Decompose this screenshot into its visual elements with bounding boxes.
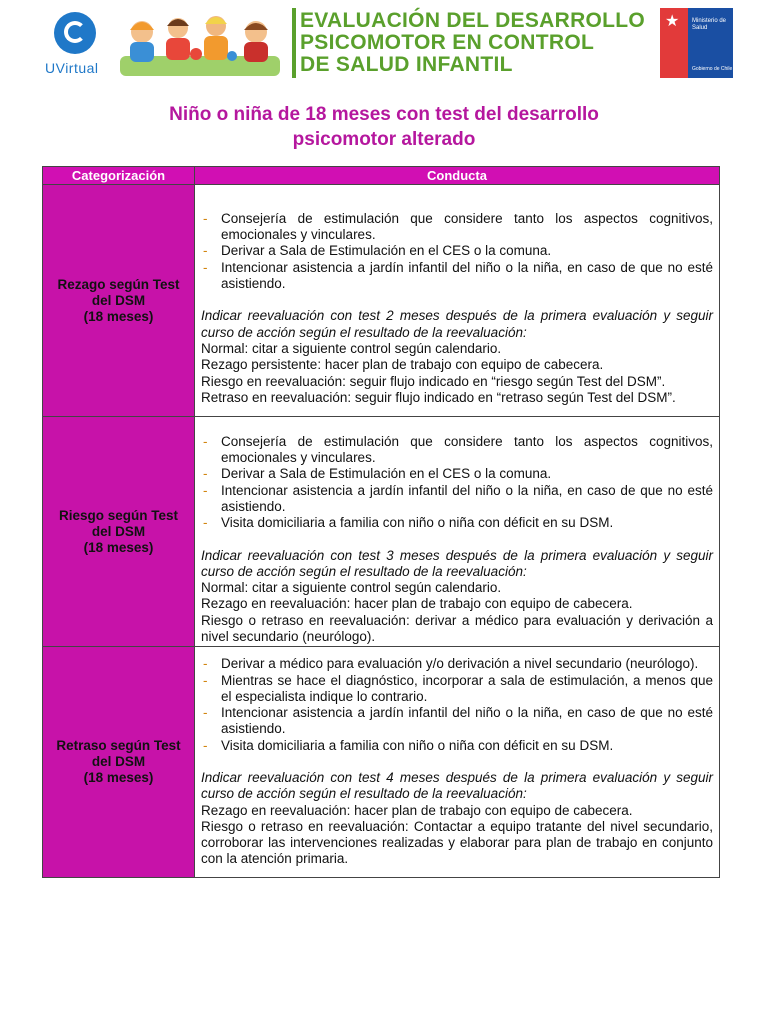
conduct-cell-retraso	[195, 647, 720, 878]
category-label: del DSM	[91, 292, 146, 308]
conduct-bullet: - Consejería de estimulación que considere tanto los aspectos cognitivos, emocionales y vinculares.	[201, 434, 713, 467]
ministerio-salud-logo	[660, 8, 733, 78]
star-icon: ★	[665, 13, 680, 30]
uvirtual-logo	[40, 12, 110, 80]
outcome-line: Retraso en reevaluación: seguir flujo indicado en “retraso según Test del DSM”.	[201, 389, 676, 405]
uvirtual-logo-text: UVirtual	[45, 60, 99, 76]
conduct-bullet: - Intencionar asistencia a jardín infantil del niño o la niña, en caso de que no esté asistiendo.	[201, 483, 713, 516]
header-title	[300, 10, 645, 76]
conduct-bullet: - Derivar a Sala de Estimulación en el CES o la comuna.	[201, 466, 713, 482]
outcome-line: Normal: citar a siguiente control según calendario.	[201, 340, 502, 356]
reevaluation-instruction: Indicar reevaluación con test 4 meses después de la primera evaluación y seguir curso de acción según el resultado de la reevaluación:	[201, 770, 713, 802]
conduct-bullet-list	[201, 434, 713, 532]
ministerio-logo-foot: Gobierno de Chile	[692, 66, 733, 72]
conduct-bullet: - Visita domiciliaria a familia con niño o niña con déficit en su DSM.	[201, 738, 713, 754]
header-title-line-3: DE SALUD INFANTIL	[300, 53, 513, 76]
outcome-line: Riesgo o retraso en reevaluación: Contactar a equipo tratante del nivel secundario, corroborar las intervenciones realizadas y elaborar para plan de trabajo en conjunto con la atención primaria.	[201, 818, 713, 867]
header-categorizacion: Categorización	[43, 167, 195, 185]
conduct-table	[42, 166, 720, 878]
table-row	[43, 647, 720, 878]
category-cell-rezago	[43, 185, 195, 417]
page-title-line-2: psicomotor alterado	[292, 129, 476, 150]
conduct-bullet: - Consejería de estimulación que considere tanto los aspectos cognitivos, emocionales y vinculares.	[201, 211, 713, 244]
category-label: (18 meses)	[83, 539, 154, 555]
conduct-bullet-list	[201, 656, 713, 754]
header-conducta: Conducta	[195, 167, 720, 185]
reevaluation-instruction: Indicar reevaluación con test 2 meses después de la primera evaluación y seguir curso de acción según el resultado de la reevaluación:	[201, 308, 713, 340]
page-title	[100, 102, 668, 152]
table-row	[43, 417, 720, 647]
category-cell-retraso	[43, 647, 195, 878]
header-title-bar	[292, 8, 296, 78]
category-label: (18 meses)	[83, 770, 154, 785]
page-title-line-1: Niño o niña de 18 meses con test del desarrollo	[169, 104, 599, 125]
conduct-bullet: - Visita domiciliaria a familia con niño o niña con déficit en su DSM.	[201, 515, 713, 531]
category-label: del DSM	[91, 754, 146, 769]
uvirtual-logo-mark-inner	[64, 21, 86, 43]
category-label: Retraso según Test	[56, 738, 181, 753]
ministerio-logo-text: Ministerio de Salud	[692, 18, 727, 31]
category-cell-riesgo	[43, 417, 195, 647]
table-row	[43, 185, 720, 417]
conduct-bullet: - Intencionar asistencia a jardín infantil del niño o la niña, en caso de que no esté asistiendo.	[201, 260, 713, 293]
reevaluation-instruction: Indicar reevaluación con test 3 meses después de la primera evaluación y seguir curso de acción según el resultado de la reevaluación:	[201, 547, 713, 579]
category-label: Riesgo según Test	[58, 507, 179, 523]
children-illustration	[120, 10, 280, 76]
header-title-line-1: EVALUACIÓN DEL DESARROLLO	[300, 9, 646, 32]
conduct-cell-riesgo	[195, 417, 720, 647]
conduct-bullet: - Derivar a médico para evaluación y/o derivación a nivel secundario (neurólogo).	[201, 656, 713, 672]
outcome-line: Riesgo en reevaluación: seguir flujo indicado en “riesgo según Test del DSM”.	[201, 373, 666, 389]
category-label: Rezago según Test	[57, 276, 180, 292]
outcome-line: Rezago persistente: hacer plan de trabajo con equipo de cabecera.	[201, 357, 604, 373]
category-label: del DSM	[91, 523, 146, 539]
outcome-line: Rezago en reevaluación: hacer plan de trabajo con equipo de cabecera.	[201, 596, 633, 612]
conduct-bullet: - Intencionar asistencia a jardín infantil del niño o la niña, en caso de que no esté asistiendo.	[201, 705, 713, 738]
table-header-row	[43, 167, 720, 185]
outcome-line: Normal: citar a siguiente control según calendario.	[201, 580, 502, 596]
conduct-bullet: - Derivar a Sala de Estimulación en el CES o la comuna.	[201, 243, 713, 259]
conduct-bullet: - Mientras se hace el diagnóstico, incorporar a sala de estimulación, a menos que el especialista indique lo contrario.	[201, 673, 713, 706]
outcome-line: Rezago en reevaluación: hacer plan de trabajo con equipo de cabecera.	[201, 802, 633, 818]
outcome-line: Riesgo o retraso en reevaluación: derivar a médico para evaluación y derivación a nivel secundario (neurólogo).	[201, 612, 713, 644]
conduct-bullet-list	[201, 211, 713, 292]
conduct-cell-rezago	[195, 185, 720, 417]
page-header	[0, 0, 768, 90]
category-label: (18 meses)	[83, 308, 154, 324]
header-title-line-2: PSICOMOTOR EN CONTROL	[300, 31, 595, 54]
